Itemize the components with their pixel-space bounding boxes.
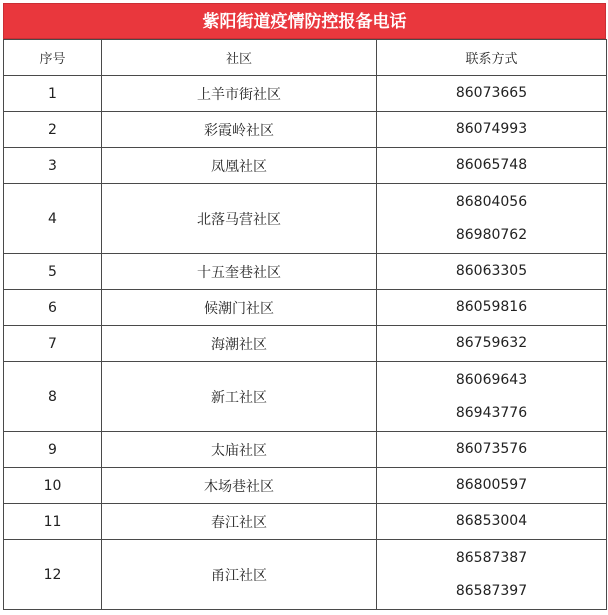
phone-number: 86074993 xyxy=(455,121,528,137)
row-community: 木场巷社区 xyxy=(102,468,377,504)
table-row xyxy=(4,432,607,468)
row-contact xyxy=(377,290,607,326)
row-number: 4 xyxy=(4,184,102,254)
phone-number: 86073576 xyxy=(455,441,528,457)
row-community: 北落马营社区 xyxy=(102,184,377,254)
row-number: 10 xyxy=(4,468,102,504)
phone-number: 86073665 xyxy=(455,85,528,101)
phone-number: 86587387 xyxy=(455,549,528,566)
table-row xyxy=(4,504,607,540)
table-row xyxy=(4,148,607,184)
header-community: 社区 xyxy=(102,40,377,76)
table-row xyxy=(4,254,607,290)
row-contact xyxy=(377,432,607,468)
phone-number: 86943776 xyxy=(455,404,528,421)
header-contact: 联系方式 xyxy=(377,40,607,76)
row-community: 太庙社区 xyxy=(102,432,377,468)
row-contact xyxy=(377,148,607,184)
row-contact xyxy=(377,184,607,254)
phone-number: 86069643 xyxy=(455,371,528,388)
row-community: 上羊市街社区 xyxy=(102,76,377,112)
table-row xyxy=(4,362,607,432)
row-community: 甬江社区 xyxy=(102,540,377,610)
row-community: 春江社区 xyxy=(102,504,377,540)
row-community: 十五奎巷社区 xyxy=(102,254,377,290)
row-contact xyxy=(377,254,607,290)
row-contact xyxy=(377,468,607,504)
row-contact xyxy=(377,112,607,148)
row-contact xyxy=(377,362,607,432)
phone-number: 86587397 xyxy=(455,582,528,599)
phone-number: 86800597 xyxy=(455,477,528,493)
phone-number: 86065748 xyxy=(455,157,528,173)
table-header-row xyxy=(4,40,607,76)
row-community: 海潮社区 xyxy=(102,326,377,362)
phone-number: 86759632 xyxy=(455,335,528,351)
row-community: 凤凰社区 xyxy=(102,148,377,184)
table-body xyxy=(4,76,607,610)
table-row xyxy=(4,112,607,148)
row-number: 7 xyxy=(4,326,102,362)
hotline-table xyxy=(3,39,607,610)
table-title: 紫阳街道疫情防控报备电话 xyxy=(3,3,606,39)
table-row xyxy=(4,468,607,504)
row-community: 新工社区 xyxy=(102,362,377,432)
row-contact xyxy=(377,76,607,112)
row-number: 1 xyxy=(4,76,102,112)
row-number: 6 xyxy=(4,290,102,326)
row-number: 2 xyxy=(4,112,102,148)
row-contact xyxy=(377,326,607,362)
phone-number: 86853004 xyxy=(455,513,528,529)
row-number: 9 xyxy=(4,432,102,468)
row-number: 3 xyxy=(4,148,102,184)
phone-number: 86059816 xyxy=(455,299,528,315)
phone-number: 86063305 xyxy=(455,263,528,279)
row-number: 11 xyxy=(4,504,102,540)
row-number: 5 xyxy=(4,254,102,290)
row-contact xyxy=(377,504,607,540)
table-row xyxy=(4,326,607,362)
header-number: 序号 xyxy=(4,40,102,76)
row-number: 12 xyxy=(4,540,102,610)
table-row xyxy=(4,290,607,326)
phone-number: 86804056 xyxy=(455,193,528,210)
phone-number: 86980762 xyxy=(455,226,528,243)
row-community: 彩霞岭社区 xyxy=(102,112,377,148)
row-community: 候潮门社区 xyxy=(102,290,377,326)
table-row xyxy=(4,76,607,112)
table-row xyxy=(4,540,607,610)
table-row xyxy=(4,184,607,254)
hotline-table-document xyxy=(3,3,606,610)
row-contact xyxy=(377,540,607,610)
row-number: 8 xyxy=(4,362,102,432)
